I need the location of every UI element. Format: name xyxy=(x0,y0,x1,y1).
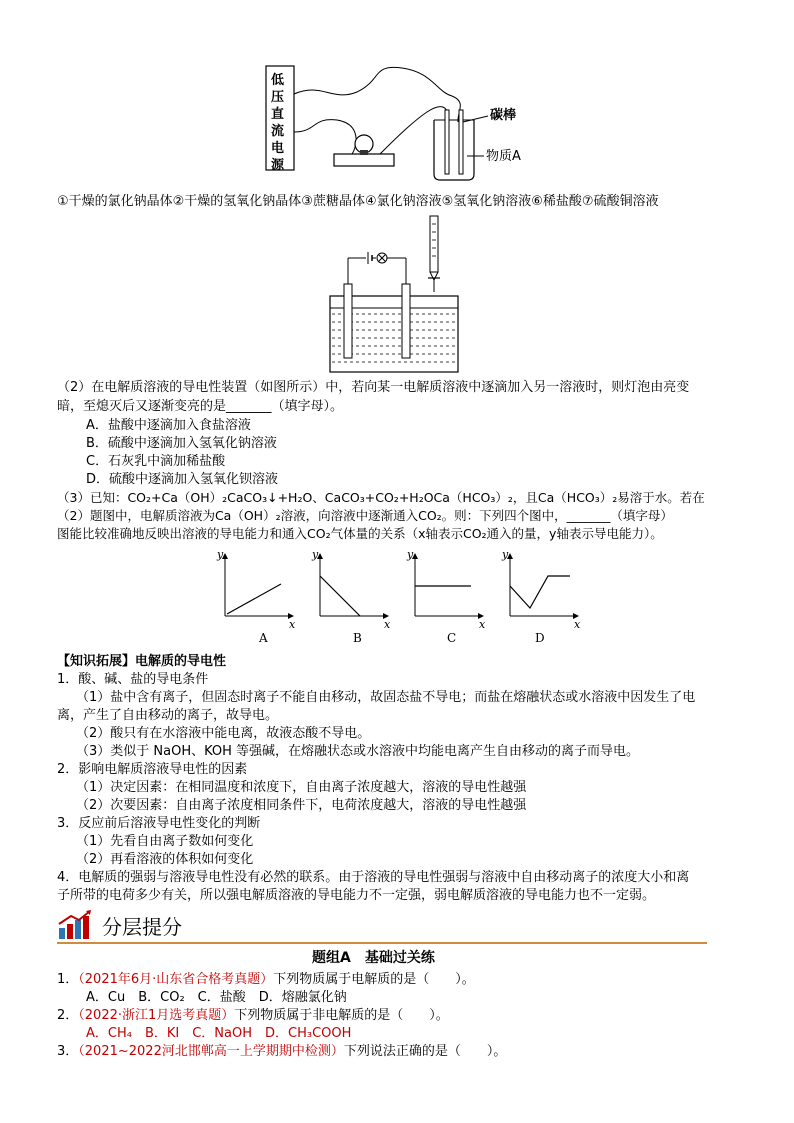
graph-b-y-label: y xyxy=(312,548,319,561)
q2-option-a: A．盐酸中逐滴加入食盐溶液 xyxy=(86,418,251,433)
question-source: （2022·浙江1月选考真题） xyxy=(78,1008,235,1023)
question-1 xyxy=(57,971,475,988)
items-list: ①干燥的氯化钠晶体②干燥的氢氧化钠晶体③蔗糖晶体④氯化钠溶液⑤氢氧化钠溶液⑥稀盐酸⑦硫酸铜溶液 xyxy=(57,194,659,209)
knowledge-line: 子所带的电荷多少有关，所以强电解质溶液的导电能力不一定强，弱电解质溶液的导电能力也不一定弱。 xyxy=(57,888,656,903)
conductivity-apparatus-figure xyxy=(262,62,542,188)
knowledge-heading: 【知识拓展】电解质的导电性 xyxy=(57,654,227,669)
knowledge-line: 4．电解质的强弱与溶液导电性没有必然的联系。由于溶液的导电性强弱与溶液中自由移动离子的浓度大小和离 xyxy=(57,870,690,885)
graph-c-label: C xyxy=(447,631,457,645)
q2-option-b: B．硫酸中逐滴加入氢氧化钠溶液 xyxy=(86,436,277,451)
knowledge-line: （3）类似于 NaOH、KOH 等强碱，在熔融状态或水溶液中均能电离产生自由移动的离子而导电。 xyxy=(76,744,640,759)
knowledge-line: （2）次要因素：自由离子浓度相同条件下，电荷浓度越大，溶液的导电性越强 xyxy=(76,798,527,813)
answer-graphs xyxy=(205,546,595,646)
knowledge-line: 离，产生了自由移动的离子，故导电。 xyxy=(57,708,279,723)
knowledge-line: （2）再看溶液的体积如何变化 xyxy=(76,852,254,867)
carbon-rod-label: 碳棒 xyxy=(490,108,517,123)
q3-line2: （2）题图中，电解质溶液为Ca（OH）₂溶液，向溶液中逐渐通入CO₂。则：下列四个图中，_______（填字母） xyxy=(57,508,673,523)
question-3 xyxy=(57,1043,506,1060)
graph-d xyxy=(510,554,578,616)
knowledge-line: （1）盐中含有离子，但固态时离子不能自由移动，故固态盐不导电；而盐在熔融状态或水溶液中因发生了电 xyxy=(76,690,696,705)
q2-line1: （2）在电解质溶液的导电性装置（如图所示）中，若向某一电解质溶液中逐滴加入另一溶液时，则灯泡由亮变 xyxy=(57,380,690,395)
knowledge-line: 3．反应前后溶液导电性变化的判断 xyxy=(57,816,261,831)
graph-b xyxy=(320,554,388,616)
knowledge-line: （2）酸只有在水溶液中能电离，故液态酸不导电。 xyxy=(76,726,371,741)
question-2 xyxy=(57,1007,449,1024)
question-stem: 下列物质属于非电解质的是（ ）。 xyxy=(234,1008,449,1023)
graph-a-x-label: x xyxy=(289,618,296,631)
graph-a-y-label: y xyxy=(217,548,224,561)
knowledge-line: （1）决定因素：在相同温度和浓度下，自由离子浓度越大，溶液的导电性越强 xyxy=(76,780,527,795)
question-number: 2． xyxy=(57,1008,79,1023)
knowledge-line: （1）先看自由离子数如何变化 xyxy=(76,834,254,849)
power-source-label: 低压直流电源 xyxy=(271,73,285,173)
graph-a xyxy=(225,554,293,616)
graph-d-label: D xyxy=(535,631,545,645)
graph-b-x-label: x xyxy=(384,618,391,631)
knowledge-line: 2．影响电解质溶液导电性的因素 xyxy=(57,762,248,777)
graph-c-y-label: y xyxy=(407,548,414,561)
graph-a-label: A xyxy=(259,631,268,645)
question-stem: 下列物质属于电解质的是（ ）。 xyxy=(273,972,475,987)
question-source: （2021~2022河北邯郸高一上学期期中检测） xyxy=(78,1044,344,1059)
question-source: （2021年6月·山东省合格考真题） xyxy=(78,972,274,987)
question-stem: 下列说法正确的是（ ）。 xyxy=(343,1044,507,1059)
question-2-options: A．CH₄ B．KI C．NaOH D．CH₃COOH xyxy=(86,1026,352,1041)
graph-c xyxy=(415,554,483,616)
section-divider xyxy=(57,942,707,944)
q3-line1: （3）已知：CO₂+Ca（OH）₂CaCO₃↓+H₂O、CaCO₃+CO₂+H₂OCa（HCO₃）₂，且Ca（HCO₃）₂易溶于水。若在 xyxy=(57,490,705,505)
question-1-options: A．Cu B．CO₂ C．盐酸 D．熔融氯化钠 xyxy=(86,990,347,1005)
electrolysis-apparatus-figure xyxy=(326,214,466,376)
substance-a-label: 物质A xyxy=(486,149,521,164)
graph-b-label: B xyxy=(353,631,362,645)
section-title: 分层提分 xyxy=(102,915,182,939)
group-title: 题组A 基础过关练 xyxy=(312,950,435,966)
graph-d-y-label: y xyxy=(502,548,509,561)
graph-d-x-label: x xyxy=(574,618,581,631)
q2-option-d: D．硫酸中逐滴加入氢氧化钡溶液 xyxy=(86,472,279,487)
q2-line2: 暗，至熄灭后又逐渐变亮的是_______（填字母）。 xyxy=(57,399,344,414)
q3-line3: 图能比较准确地反映出溶液的导电能力和通入CO₂气体量的关系（x轴表示CO₂通入的量，y轴表示导电能力）。 xyxy=(57,526,663,541)
graph-c-x-label: x xyxy=(479,618,486,631)
knowledge-line: 1．酸、碱、盐的导电条件 xyxy=(57,672,209,687)
question-number: 1． xyxy=(57,972,79,987)
bar-chart-icon xyxy=(57,910,93,940)
q2-option-c: C．石灰乳中滴加稀盐酸 xyxy=(86,454,226,469)
question-number: 3． xyxy=(57,1044,79,1059)
